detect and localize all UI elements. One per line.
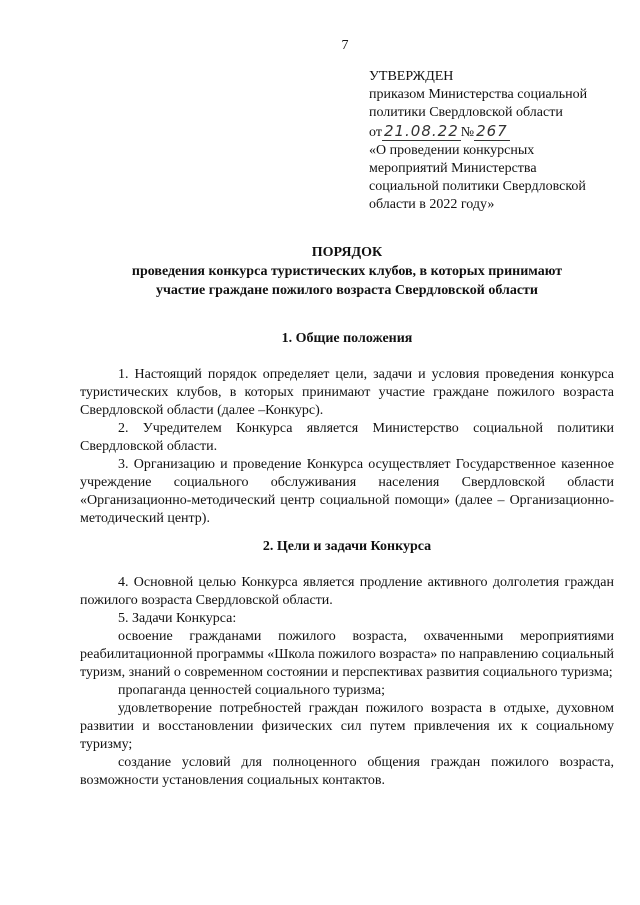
section-2-heading: 2. Цели и задачи Конкурса (262, 539, 432, 554)
approval-date-line (369, 122, 619, 142)
approval-line: приказом Министерства социальной (369, 87, 588, 102)
page-number: 7 (341, 38, 349, 53)
paragraph: 3. Организацию и проведение Конкурса осуществляет Государственное казенное учреждение социального обслуживания населения Свердловской области «Организационно-методический центр социальной помощи» (далее – Организационно-методический центр). (80, 457, 614, 526)
paragraph: 2. Учредителем Конкурса является Министерство социальной политики Свердловской области. (80, 421, 614, 454)
paragraph: 5. Задачи Конкурса: (118, 611, 237, 626)
document-title (80, 243, 614, 300)
paragraph: 4. Основной целью Конкурса является продление активного долголетия граждан пожилого возраста Свердловской области. (80, 575, 614, 608)
handwritten-date: 21.08.22 (383, 122, 459, 140)
approval-heading: УТВЕРЖДЕН (369, 69, 454, 84)
approval-line: социальной политики Свердловской (369, 179, 586, 194)
section-1-heading: 1. Общие положения (281, 331, 413, 346)
date-prefix: от (369, 125, 382, 140)
section-1-body (80, 366, 614, 528)
title-heading: ПОРЯДОК (311, 245, 383, 260)
paragraph: пропаганда ценностей социального туризма; (118, 683, 385, 698)
paragraph: удовлетворение потребностей граждан пожилого возраста в отдыхе, духовном развитии и восстановлении физических сил путем привлечения их к социальному туризму; (80, 701, 614, 752)
approval-line: мероприятий Министерства (369, 161, 537, 176)
approval-stamp (369, 68, 619, 214)
section-2-body (80, 574, 614, 790)
approval-line: «О проведении конкурсных (369, 143, 535, 158)
paragraph: 1. Настоящий порядок определяет цели, задачи и условия проведения конкурса туристических клубов, в которых принимают участие граждане пожилого возраста Свердловской области (далее –Конкурс). (80, 367, 614, 418)
approval-line: политики Свердловской области (369, 105, 563, 120)
approval-line: области в 2022 году» (369, 197, 495, 212)
paragraph: создание условий для полноценного общения граждан пожилого возраста, возможности установления социальных контактов. (80, 755, 614, 788)
handwritten-number: 267 (476, 122, 508, 140)
paragraph: освоение гражданами пожилого возраста, охваченными мероприятиями реабилитационной программы «Школа пожилого возраста» по направлению социальный туризм, знаний о современном состоянии и перспективах развития социального туризма; (80, 629, 614, 680)
title-line: участие граждане пожилого возраста Свердловской области (156, 283, 538, 298)
title-line: проведения конкурса туристических клубов, в которых принимают (131, 264, 563, 279)
number-prefix: № (460, 125, 475, 140)
